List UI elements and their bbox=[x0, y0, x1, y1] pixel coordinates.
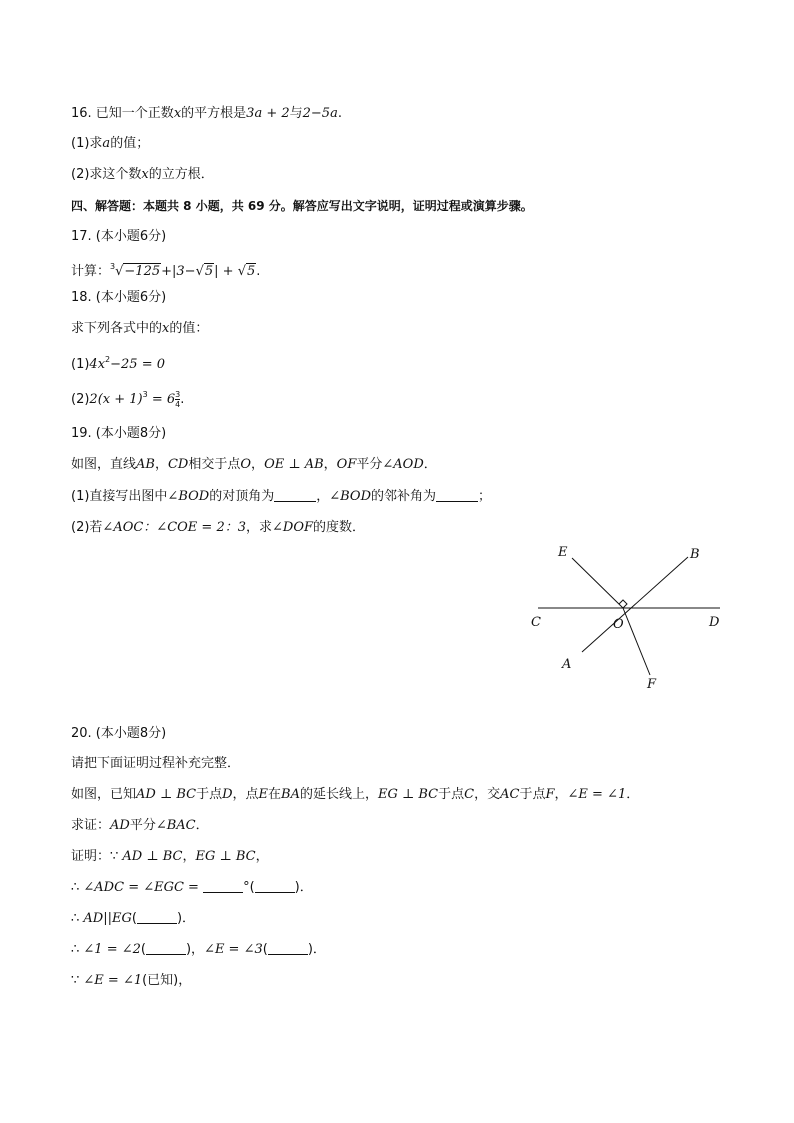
q20-step-1 bbox=[71, 879, 313, 897]
q17-radicand-1: −125 bbox=[124, 264, 161, 279]
label-o: O bbox=[613, 617, 624, 632]
q20-s3-expr-2: ∠E = ∠3 bbox=[204, 942, 263, 957]
q18-p2-expr-a: 2(x + 1) bbox=[89, 392, 143, 407]
q19-cd: CD bbox=[167, 457, 189, 472]
q18-p2-end: . bbox=[180, 392, 185, 407]
q20-s3-open-2: ( bbox=[262, 942, 268, 957]
q19-of: OF bbox=[336, 457, 357, 472]
q17-radicand-2: 5 bbox=[204, 264, 214, 279]
q18-p1-label: (1) bbox=[71, 357, 90, 372]
radical-sign: √ bbox=[195, 264, 204, 279]
q19-geometry-figure bbox=[520, 540, 730, 695]
q20-s3-sep: )， bbox=[185, 942, 205, 957]
q19-p1-bod-2: ∠BOD bbox=[329, 489, 372, 504]
q19-stem bbox=[71, 456, 437, 474]
therefore-symbol: ∴ bbox=[71, 880, 84, 895]
q18-header: 18. (本小题6分) bbox=[71, 290, 167, 305]
q18-p2-exp: 3 bbox=[142, 390, 148, 399]
q20-prove bbox=[71, 817, 209, 835]
q18-frac-den: 4 bbox=[175, 400, 181, 409]
q20-step-3 bbox=[71, 941, 326, 959]
q16-p1-suffix: 的值； bbox=[110, 136, 150, 151]
q19-oe: OE ⊥ AB bbox=[264, 457, 324, 472]
q20-proof-sep: ， bbox=[182, 849, 196, 864]
q16-part-1 bbox=[71, 135, 149, 153]
q19-sep: ， bbox=[154, 457, 168, 472]
q19-text-2: 相交于点 bbox=[188, 457, 241, 472]
answer-blank[interactable] bbox=[137, 911, 177, 924]
ray-of bbox=[623, 608, 650, 675]
q20-s4-end: (已知)， bbox=[142, 973, 192, 988]
q18-intro-suffix: 的值： bbox=[169, 321, 209, 336]
q17-expression bbox=[71, 258, 260, 281]
q19-text: 如图，直线 bbox=[71, 457, 137, 472]
q16-p2-suffix: 的立方根． bbox=[148, 167, 214, 182]
q20-prove-text-2: 平分 bbox=[129, 818, 156, 833]
q16-p2-text: (2)求这个数 bbox=[71, 167, 142, 182]
q20-proof-2: EG ⊥ BC bbox=[195, 849, 256, 864]
right-angle-mark bbox=[619, 600, 627, 608]
q19-p1-bod: ∠BOD bbox=[167, 489, 210, 504]
q19-p1-text-3: 的邻补角为 bbox=[371, 489, 437, 504]
q18-intro-text: 求下列各式中的 bbox=[71, 321, 163, 336]
label-f: F bbox=[647, 677, 657, 692]
q19-p1-end: ； bbox=[478, 489, 492, 504]
q16-var: x bbox=[173, 106, 182, 121]
q20-prove-end: ． bbox=[195, 818, 209, 833]
q18-frac-num: 3 bbox=[175, 390, 181, 399]
q19-sep-2: ， bbox=[251, 457, 265, 472]
q20-step-2 bbox=[71, 910, 195, 928]
q20-text-2: 于点 bbox=[196, 787, 223, 802]
q17-end: . bbox=[256, 264, 261, 279]
q20-text-5: 的延长线上， bbox=[300, 787, 379, 802]
q20-proof-text: 证明：∵ bbox=[71, 849, 123, 864]
label-b: B bbox=[690, 547, 700, 562]
q19-header: 19. (本小题8分) bbox=[71, 426, 167, 441]
q17-header: 17. (本小题6分) bbox=[71, 229, 167, 244]
q20-cond: ∠E = ∠1 bbox=[567, 787, 627, 802]
q19-o: O bbox=[240, 457, 252, 472]
label-d: D bbox=[709, 615, 720, 630]
q20-e: E bbox=[258, 787, 269, 802]
q19-aod: ∠AOD bbox=[382, 457, 424, 472]
ray-oe bbox=[572, 558, 623, 608]
q20-sep: ， bbox=[554, 787, 568, 802]
q16-part-2 bbox=[71, 166, 214, 184]
q19-part-1 bbox=[71, 488, 491, 506]
q20-text-4: 在 bbox=[268, 787, 282, 802]
q20-prove-bac: ∠BAC bbox=[155, 818, 196, 833]
q20-proof-1: AD ⊥ BC bbox=[122, 849, 183, 864]
q20-s4-expr: ∠E = ∠1 bbox=[83, 973, 143, 988]
q18-part-1 bbox=[71, 351, 165, 374]
q20-prove-text: 求证： bbox=[71, 818, 111, 833]
q19-p1-text: (1)直接写出图中 bbox=[71, 489, 168, 504]
answer-blank[interactable] bbox=[274, 489, 316, 502]
q16-expr-1: 3a + 2 bbox=[246, 106, 290, 121]
q20-d: D bbox=[222, 787, 233, 802]
q20-s3-end: )． bbox=[307, 942, 326, 957]
q16-end: . bbox=[337, 106, 342, 121]
q18-intro bbox=[71, 320, 208, 338]
q19-ab: AB bbox=[136, 457, 155, 472]
radical-sign: √ bbox=[237, 264, 246, 279]
q20-s1-expr: ∠ADC = ∠EGC = bbox=[83, 880, 204, 895]
q20-proof-end: ， bbox=[255, 849, 269, 864]
q16-text-3: 与 bbox=[289, 106, 303, 121]
q20-eg-bc: EG ⊥ BC bbox=[378, 787, 439, 802]
q19-p2-ratio: ∠AOC：∠COE = 2：3 bbox=[102, 520, 246, 535]
q18-intro-var: x bbox=[162, 321, 170, 336]
q20-step-4 bbox=[71, 972, 191, 990]
q20-s2-expr: AD||EG bbox=[83, 911, 132, 926]
q20-text-8: 于点 bbox=[519, 787, 546, 802]
q19-p2-text: (2)若 bbox=[71, 520, 103, 535]
q20-given bbox=[71, 786, 639, 804]
q20-s2-end: )． bbox=[176, 911, 196, 926]
answer-blank[interactable] bbox=[436, 489, 478, 502]
q17-label: 计算： bbox=[71, 264, 111, 279]
section-heading: 四、解答题：本题共 8 小题，共 69 分。解答应写出文字说明，证明过程或演算步骤。 bbox=[71, 199, 533, 213]
answer-blank[interactable] bbox=[146, 942, 186, 955]
q20-header: 20. (本小题8分) bbox=[71, 726, 167, 741]
because-symbol: ∵ bbox=[71, 973, 84, 988]
q20-text-6: 于点 bbox=[438, 787, 465, 802]
q20-proof-start bbox=[71, 848, 269, 866]
q18-p1-expr-b: −25 = 0 bbox=[110, 357, 165, 372]
q20-ad-bc: AD ⊥ BC bbox=[136, 787, 197, 802]
q19-end: ． bbox=[423, 457, 437, 472]
answer-blank[interactable] bbox=[203, 880, 243, 893]
q17-mid-2: | + bbox=[214, 264, 234, 279]
q20-prove-ad: AD bbox=[110, 818, 130, 833]
q20-s3-expr-1: ∠1 = ∠2 bbox=[83, 942, 141, 957]
q20-s3-open: ( bbox=[140, 942, 146, 957]
answer-blank[interactable] bbox=[268, 942, 308, 955]
q19-sep-3: ， bbox=[323, 457, 337, 472]
q16-p1-text: (1)求 bbox=[71, 136, 103, 151]
label-e: E bbox=[558, 545, 568, 560]
q20-text-3: ，点 bbox=[232, 787, 259, 802]
q20-s2-open: ( bbox=[131, 911, 137, 926]
q18-p1-exp: 2 bbox=[105, 355, 111, 364]
q18-p2-label: (2) bbox=[71, 392, 90, 407]
label-c: C bbox=[531, 615, 541, 630]
q18-part-2 bbox=[71, 386, 184, 409]
q17-radicand-3: 5 bbox=[246, 264, 256, 279]
q17-mid: +|3− bbox=[161, 264, 196, 279]
q19-p1-text-2: 的对顶角为 bbox=[209, 489, 275, 504]
q20-ba: BA bbox=[281, 787, 300, 802]
radical-sign: √ bbox=[115, 264, 124, 279]
therefore-symbol: ∴ bbox=[71, 911, 84, 926]
q20-s1-end: )． bbox=[294, 880, 313, 895]
label-a: A bbox=[562, 657, 572, 672]
q20-c: C bbox=[464, 787, 475, 802]
q19-p1-sep: ， bbox=[316, 489, 330, 504]
q16-text: 16. 已知一个正数 bbox=[71, 106, 174, 121]
answer-blank[interactable] bbox=[255, 880, 295, 893]
q17-root-index: 3 bbox=[110, 262, 116, 271]
q18-p1-expr-a: 4x bbox=[89, 357, 106, 372]
q16-expr-2: 2−5a bbox=[302, 106, 338, 121]
q19-p2-end: 的度数． bbox=[313, 520, 366, 535]
q16-stem bbox=[71, 105, 342, 123]
q19-text-3: 平分 bbox=[356, 457, 383, 472]
q16-p2-var: x bbox=[141, 167, 149, 182]
therefore-symbol: ∴ bbox=[71, 942, 84, 957]
q16-p1-var: a bbox=[102, 136, 111, 151]
q20-end: ． bbox=[626, 787, 640, 802]
q20-text-7: ，交 bbox=[474, 787, 501, 802]
q20-text: 如图，已知 bbox=[71, 787, 137, 802]
q19-p2-dof: ∠DOF bbox=[272, 520, 314, 535]
q20-s1-deg: °( bbox=[243, 880, 255, 895]
q19-part-2 bbox=[71, 519, 365, 537]
q20-instruction: 请把下面证明过程补充完整． bbox=[71, 756, 241, 771]
q20-f: F bbox=[545, 787, 555, 802]
q19-p2-text-2: ，求 bbox=[246, 520, 273, 535]
q20-ac: AC bbox=[500, 787, 520, 802]
q18-p2-expr-b: = 6 bbox=[147, 392, 176, 407]
q16-text-2: 的平方根是 bbox=[181, 106, 247, 121]
